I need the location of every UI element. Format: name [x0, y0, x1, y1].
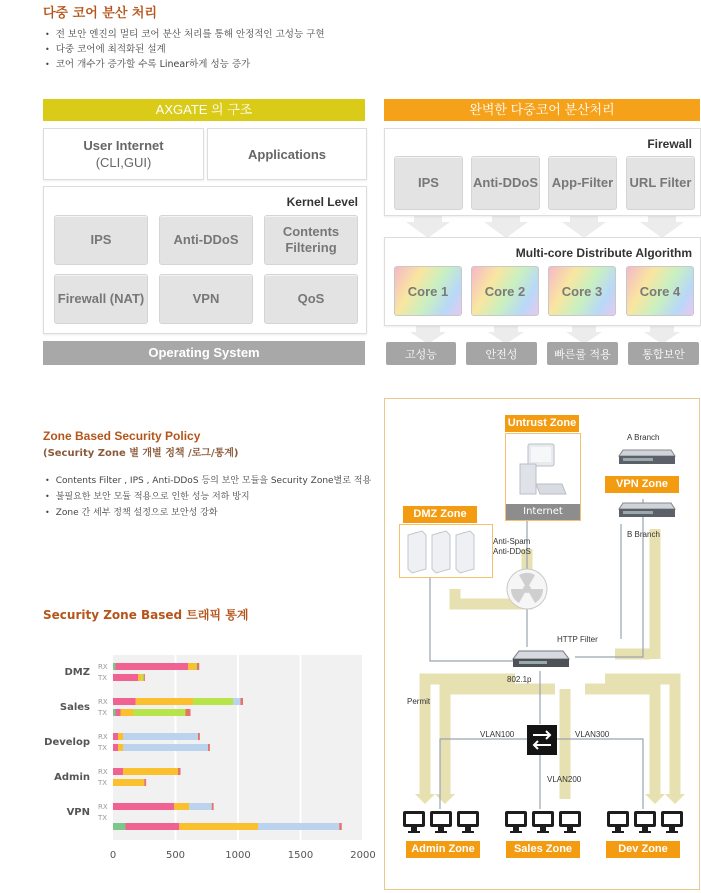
core-3: Core 3 — [548, 266, 616, 316]
intro-bullet: • 다중 코어에 최적화된 설계 — [45, 42, 325, 57]
zone-policy-bullet: • Zone 간 세부 정책 설정으로 보안성 강화 — [45, 505, 371, 521]
result-performance: 고성능 — [386, 342, 456, 365]
chart-x-tick-label: 1000 — [225, 850, 251, 861]
chart-category-label: Develop — [44, 737, 90, 748]
chart-bar-segment — [113, 744, 118, 751]
chart-bar-segment — [339, 823, 342, 830]
traffic-chart — [40, 650, 376, 865]
a-branch-label: A Branch — [627, 433, 660, 442]
chart-bar-segment — [113, 709, 116, 716]
mc-module-ips: IPS — [394, 156, 463, 210]
chart-row-label: RX — [98, 768, 108, 776]
intro-title: 다중 코어 분산 처리 — [43, 6, 158, 21]
firewall-radiation-icon — [505, 567, 549, 611]
sales-pcs-icon — [503, 809, 585, 835]
network-diagram — [384, 398, 700, 890]
chart-category-label: Sales — [59, 702, 90, 713]
b-branch-label: B Branch — [627, 530, 660, 539]
mc-module-app-filter: App-Filter — [548, 156, 617, 210]
chart-bar-segment — [121, 709, 134, 716]
zone-policy-title: Zone Based Security Policy — [43, 429, 201, 443]
chart-bar-segment — [113, 698, 136, 705]
chart-bar-segment — [179, 823, 258, 830]
chart-bar-segment — [258, 823, 339, 830]
chart-bar-segment — [138, 674, 142, 681]
chart-bar-segment — [123, 768, 178, 775]
user-internet-sub: (CLI,GUI) — [95, 155, 152, 170]
module-vpn: VPN — [159, 274, 253, 324]
dmz-zone-tag: DMZ Zone — [403, 506, 477, 523]
mc-module-url-filter: URL Filter — [626, 156, 695, 210]
chart-bar-segment — [116, 663, 189, 670]
chart-x-tick-label: 1500 — [287, 850, 314, 861]
chart-bar-segment — [189, 803, 212, 810]
module-ips: IPS — [54, 215, 148, 265]
chart-bar-segment — [212, 803, 214, 810]
chart-bar-segment — [178, 768, 181, 775]
chart-bar-segment — [113, 803, 174, 810]
applications-label: Applications — [247, 146, 326, 162]
core-2: Core 2 — [471, 266, 539, 316]
chart-bar-segment — [144, 779, 146, 786]
chart-bar-segment — [196, 663, 197, 670]
module-qos: QoS — [264, 274, 358, 324]
permit-label: Permit — [407, 697, 431, 706]
chart-x-tick-label: 2000 — [350, 850, 376, 861]
admin-pcs-icon — [401, 809, 483, 835]
intro-bullet: • 전 보안 엔진의 멀티 코어 분산 처리를 통해 안정적인 고성능 구현 — [45, 27, 325, 42]
chart-bar-segment — [116, 709, 121, 716]
chart-bar-segment — [142, 674, 144, 681]
vpn-zone-tag: VPN Zone — [605, 476, 679, 493]
dev-zone-tag: Dev Zone — [606, 841, 680, 858]
zone-policy-subtitle: (Security Zone 별 개별 정책 /로그/통계) — [43, 448, 239, 459]
module-anti-ddos: Anti-DDoS — [159, 215, 253, 265]
chart-bar-segment — [113, 779, 144, 786]
chart-bar-segment — [198, 733, 200, 740]
core-1: Core 1 — [394, 266, 462, 316]
chart-bar-segment — [113, 768, 123, 775]
mc-module-anti-ddos: Anti-DDoS — [471, 156, 540, 210]
chart-bar-segment — [113, 823, 126, 830]
chart-row-label: TX — [98, 744, 108, 752]
result-integrated-security: 통합보안 — [628, 342, 699, 365]
chart-bar-segment — [123, 733, 198, 740]
switch-icon — [526, 724, 558, 756]
chart-bar-segment — [118, 733, 123, 740]
chart-bar-segment — [241, 698, 244, 705]
anti-spam-label: Anti-Spam — [493, 537, 531, 546]
zone-policy-bullet: • 불필요한 보안 모듈 적용으로 인한 성능 저하 방지 — [45, 489, 371, 505]
b-branch-router-icon — [617, 499, 677, 521]
internet-label: Internet — [506, 504, 580, 520]
module-firewall: Firewall (NAT) — [54, 274, 148, 324]
chart-title: Security Zone Based 트래픽 통계 — [43, 608, 249, 622]
chart-category-label: VPN — [66, 807, 90, 818]
chart-x-tick-label: 0 — [109, 850, 117, 861]
dmz-zone-box — [399, 524, 493, 578]
applications-box — [207, 128, 367, 180]
firewall-label: Firewall — [647, 137, 692, 151]
vlan200-label: VLAN200 — [547, 775, 582, 784]
user-internet-box — [43, 128, 204, 180]
algorithm-box — [384, 237, 701, 326]
vlan100-label: VLAN100 — [480, 730, 515, 739]
chart-x-tick-label: 500 — [165, 850, 186, 861]
dot1q-label: 802.1p — [507, 675, 532, 684]
dev-pcs-icon — [605, 809, 687, 835]
axgate-band: AXGATE 의 구조 — [43, 99, 365, 121]
chart-bar-segment — [126, 823, 180, 830]
result-stability: 안전성 — [466, 342, 537, 365]
internet-pc-icon — [506, 434, 580, 500]
chart-bar-segment — [144, 674, 145, 681]
core-router-icon — [511, 647, 571, 671]
chart-bar-segment — [113, 733, 118, 740]
chart-bar-segment — [233, 698, 241, 705]
firewall-box — [384, 128, 701, 216]
chart-bar-segment — [133, 709, 186, 716]
chart-category-label: Admin — [54, 772, 90, 783]
http-filter-label: HTTP Filter — [557, 635, 598, 644]
kernel-level-label: Kernel Level — [286, 195, 358, 209]
algorithm-label: Multi-core Distribute Algorithm — [515, 246, 692, 260]
chart-row-label: RX — [98, 698, 108, 706]
multicore-band: 완벽한 다중코어 분산처리 — [384, 99, 700, 121]
chart-bar-segment — [136, 698, 194, 705]
core-4: Core 4 — [626, 266, 694, 316]
chart-row-label: RX — [98, 803, 108, 811]
chart-row-label: TX — [98, 779, 108, 787]
chart-bar-segment — [186, 709, 191, 716]
chart-row-label: TX — [98, 674, 108, 682]
zone-policy-bullets — [45, 473, 371, 521]
chart-bar-segment — [174, 803, 189, 810]
zone-policy-bullet: • Contents Filter , IPS , Anti-DDoS 등의 보안 모듈을 Security Zone별로 적용 — [45, 473, 371, 489]
chart-bar-segment — [123, 744, 208, 751]
chart-row-label: RX — [98, 733, 108, 741]
chart-bar-segment — [113, 663, 116, 670]
module-contents-filtering: Contents Filtering — [264, 215, 358, 265]
untrust-zone-box — [505, 433, 581, 521]
intro-bullets — [45, 27, 325, 72]
dmz-servers-icon — [400, 525, 492, 577]
user-internet-label: User Internet — [83, 138, 164, 153]
chart-bar-segment — [193, 698, 233, 705]
vlan300-label: VLAN300 — [575, 730, 610, 739]
chart-row-label: RX — [98, 663, 108, 671]
chart-bar-segment — [118, 744, 123, 751]
operating-system-bar: Operating System — [43, 341, 365, 365]
result-fast-rule: 빠른룰 적용 — [547, 342, 618, 365]
admin-zone-tag: Admin Zone — [406, 841, 480, 858]
chart-category-label: DMZ — [64, 667, 90, 678]
chart-bar-segment — [113, 674, 138, 681]
a-branch-router-icon — [617, 446, 677, 468]
kernel-level-box — [43, 186, 367, 334]
sales-zone-tag: Sales Zone — [506, 841, 580, 858]
chart-bar-segment — [188, 663, 196, 670]
chart-bar-segment — [208, 744, 210, 751]
anti-ddos-label: Anti-DDoS — [493, 547, 531, 556]
untrust-zone-tag: Untrust Zone — [505, 415, 579, 432]
chart-row-label: TX — [98, 709, 108, 717]
chart-row-label: TX — [98, 814, 108, 822]
chart-bar-segment — [197, 663, 200, 670]
intro-bullet: • 코어 개수가 증가할 수록 Linear하게 성능 증가 — [45, 57, 325, 72]
